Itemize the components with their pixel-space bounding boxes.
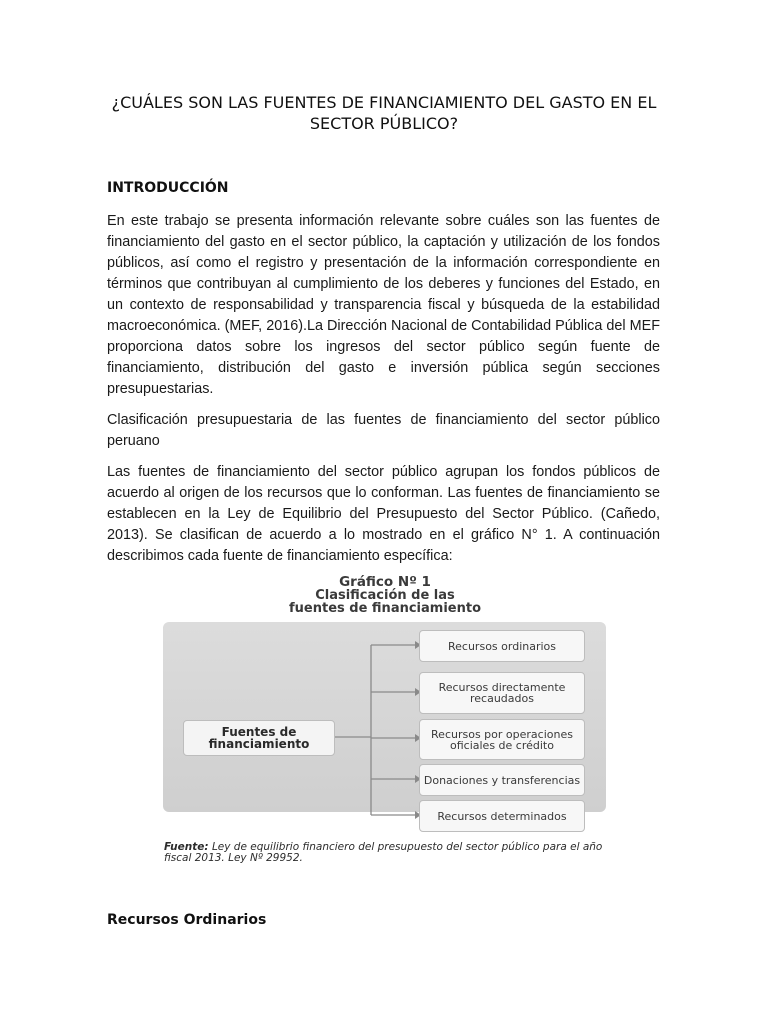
figure-title-line-3: fuentes de financiamiento: [289, 601, 481, 616]
paragraph-classification-title: Clasificación presupuestaria de las fuentes de financiamiento del sector público peruano: [107, 412, 660, 449]
diagram-leaf-node: Donaciones y transferencias: [419, 764, 585, 796]
paragraph-intro: En este trabajo se presenta información relevante sobre cuáles son las fuentes de financiamiento del gasto en el sector público, la captación y utilización de los fondos públicos, así como el registro y presentación de la información correspondiente en términos que contribuyan al cumplimiento de los deberes y funciones del Estado, en un contexto de responsabilidad y transparencia fiscal y búsqueda de la estabilidad macroeconómica. (MEF, 2016).La Dirección Nacional de Contabilidad Pública del MEF proporciona datos sobre los ingresos del sector público según fuente de financiamiento, distribución del gasto e inversión pública según secciones presupuestarias.: [107, 213, 660, 397]
figure-title-line-2: Clasificación de las: [315, 588, 455, 603]
intro-heading: INTRODUCCIÓN: [107, 180, 229, 196]
diagram-leaf-node: Recursos determinados: [419, 800, 585, 832]
figure-title-line-1: Gráfico Nº 1: [339, 574, 431, 590]
subsection-heading: Recursos Ordinarios: [107, 912, 267, 928]
diagram-leaf-node: Recursos directamente recaudados: [419, 672, 585, 714]
figure-source-text: Ley de equilibrio financiero del presupuesto del sector público para el año fiscal 2013. Ley Nº 29952.: [164, 841, 603, 864]
figure-source-label: Fuente:: [164, 841, 209, 853]
diagram-leaf-node: Recursos ordinarios: [419, 630, 585, 662]
figure-source: [164, 842, 609, 864]
diagram-leaf-node: Recursos por operaciones oficiales de crédito: [419, 719, 585, 760]
figure-diagram: [163, 622, 606, 823]
diagram-root-node: Fuentes de financiamiento: [183, 720, 335, 756]
page-title: ¿CUÁLES SON LAS FUENTES DE FINANCIAMIENTO DEL GASTO EN EL SECTOR PÚBLICO?: [111, 93, 657, 133]
figure-financing-sources: [160, 576, 610, 868]
paragraph-sources: Las fuentes de financiamiento del sector público agrupan los fondos públicos de acuerdo al origen de los recursos que lo conforman. Las fuentes de financiamiento se establecen en la Ley de Equilibrio del Presupuesto del Sector Público. (Cañedo, 2013). Se clasifican de acuerdo a lo mostrado en el gráfico N° 1. A continuación describimos cada fuente de financiamiento específica:: [107, 464, 660, 564]
figure-title: [160, 576, 610, 615]
